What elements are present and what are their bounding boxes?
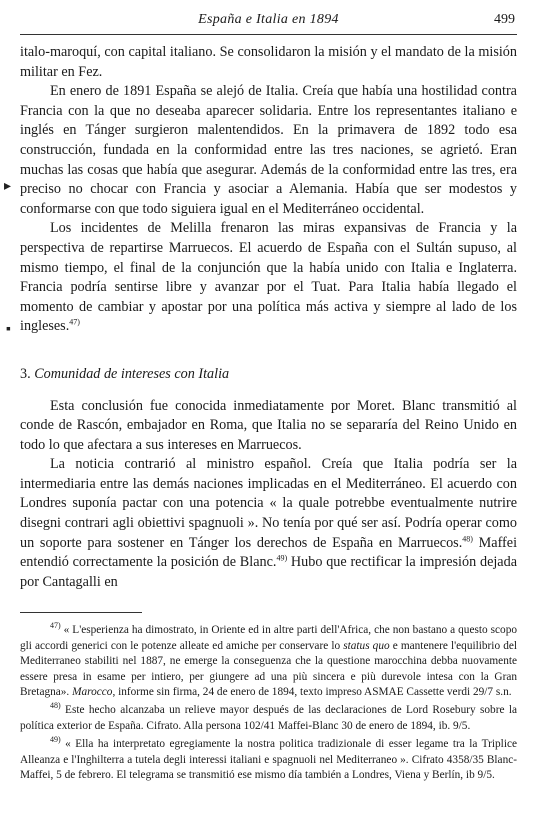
paragraph-1: italo-maroquí, con capital italiano. Se consolidaron la misión y el mandato de la misión militar en Fez. bbox=[20, 44, 517, 80]
footnote-49-text: « Ella ha interpretato egregiamente la nostra politica tradizionale di esser legame tra la Triplice Alleanza e l'Inghilterra a tutela degli interessi italiani e spagnuoli nel Mediterraneo ». Cifrato 4358/35 Blanc-Maffei, 5 de febrero. El telegrama se transmitió ese mismo día también a Londres, Viena y Berlín, ib 9/5. bbox=[20, 738, 517, 782]
footnote-47-status-quo: status quo bbox=[343, 639, 390, 652]
paragraph-3 bbox=[20, 219, 517, 337]
margin-mark-top: ▸ bbox=[4, 179, 12, 194]
section-paragraph-1: Esta conclusión fue conocida inmediatamente por Moret. Blanc transmitió al conde de Rascón, embajador en Roma, que Italia no se separaría del Reino Unido en todo lo que afectara a sus intereses en Marruecos. bbox=[20, 397, 517, 453]
footnote-ref-48[interactable]: 48) bbox=[462, 533, 473, 543]
footnote-divider bbox=[20, 612, 142, 613]
book-page bbox=[20, 10, 517, 787]
paragraph-2: En enero de 1891 España se alejó de Italia. Creía que había una hostilidad contra Francia con la que no deseaba aparecer solidaria. Entre los representantes italiano e inglés en Tánger surgieron malentendidos. En la primavera de 1892 todo esa construcción, fundada en la conformidad entre las tres naciones, se agrietó. Eran muchas las cosas que había que asegurar. Además de la conformidad entre las tres, era preciso no chocar con Francia y asociar a Alemania. Había que ser modestos y conformarse con que todo siguiera igual en el Mediterráneo occidental. bbox=[20, 83, 517, 217]
footnote-47 bbox=[20, 623, 517, 700]
section-title: Comunidad de intereses con Italia bbox=[34, 365, 230, 382]
footnote-47-marocco: Marocco bbox=[72, 686, 113, 699]
footnote-47-mark: 47) bbox=[50, 621, 61, 631]
footnote-49 bbox=[20, 737, 517, 783]
footnotes bbox=[20, 623, 517, 783]
margin-mark-bottom: ▪ bbox=[6, 322, 11, 337]
page-header bbox=[20, 10, 517, 35]
section-paragraph-2-part-c: Hubo que rectificar la impresión dejada por Cantagalli en bbox=[20, 554, 517, 590]
section-number: 3. bbox=[20, 365, 31, 382]
running-title: España e Italia en 1894 bbox=[198, 12, 339, 27]
footnote-48-text: Este hecho alcanzaba un relieve mayor después de las declaraciones de Lord Rosebury sobre la política exterior de España. Cifrato. Alla persona 102/41 Maffei-Blanc 30 de enero de 1894, ib. 9/5. bbox=[20, 704, 517, 732]
footnote-48 bbox=[20, 703, 517, 734]
body-text bbox=[20, 43, 517, 592]
footnote-47-text-c: , informe sin firma, 24 de enero de 1894, texto impreso ASMAE Cassette verdi 29/7 s.n. bbox=[112, 686, 512, 699]
section-paragraph-2-part-b: Maffei entendió correctamente la posición de Blanc. bbox=[20, 534, 518, 571]
footnote-48-mark: 48) bbox=[50, 701, 61, 711]
section-paragraph-2 bbox=[20, 455, 517, 592]
section-heading bbox=[20, 365, 517, 385]
footnote-47-text-b: e mantenere l'equilibrio del Mediterraneo stabiliti nel 1887, ne emerge la conseguenza che la questione marocchina debba nuovamente essere presa in esame per intiero, per giungere ad una più sincera e più durevole intesa con la Gran Bretagna». bbox=[20, 639, 517, 699]
page-number: 499 bbox=[494, 12, 515, 27]
paragraph-3-text: Los incidentes de Melilla frenaron las miras expansivas de Francia y la perspectiva de repartirse Marruecos. El acuerdo de España con el Sultán supuso, al mismo tiempo, el final de la conjunción que la había unido con Italia e Inglaterra. Francia podría sentirse libre y avanzar por el Tuat. Para Italia había llegado el momento de cambiar y apostar por una política más activa y siempre al lado de los ingleses. bbox=[20, 220, 517, 335]
section-paragraph-2-part-a: La noticia contrarió al ministro español. Creía que Italia podría ser la intermediaria entre las demás naciones implicadas en el Mediterráneo. El acuerdo con Londres suponía pactar con una potencia « la quale potrebbe eventualmente nutrire disegni contrari agli obiettivi spagnuoli ». No tenía por qué ser así. Podría operar como un soporte para sostener en Tánger los derechos de España en Marruecos. bbox=[20, 456, 517, 551]
footnote-49-mark: 49) bbox=[50, 735, 61, 745]
footnote-47-text-a: « L'esperienza ha dimostrato, in Oriente ed in altre parti dell'Africa, che non bastano a questo scopo gli accordi generici con le potenze alleate ed amiche per conservare lo bbox=[20, 624, 517, 652]
footnote-ref-49[interactable]: 49) bbox=[276, 553, 288, 563]
footnote-ref-47[interactable]: 47) bbox=[69, 317, 80, 327]
